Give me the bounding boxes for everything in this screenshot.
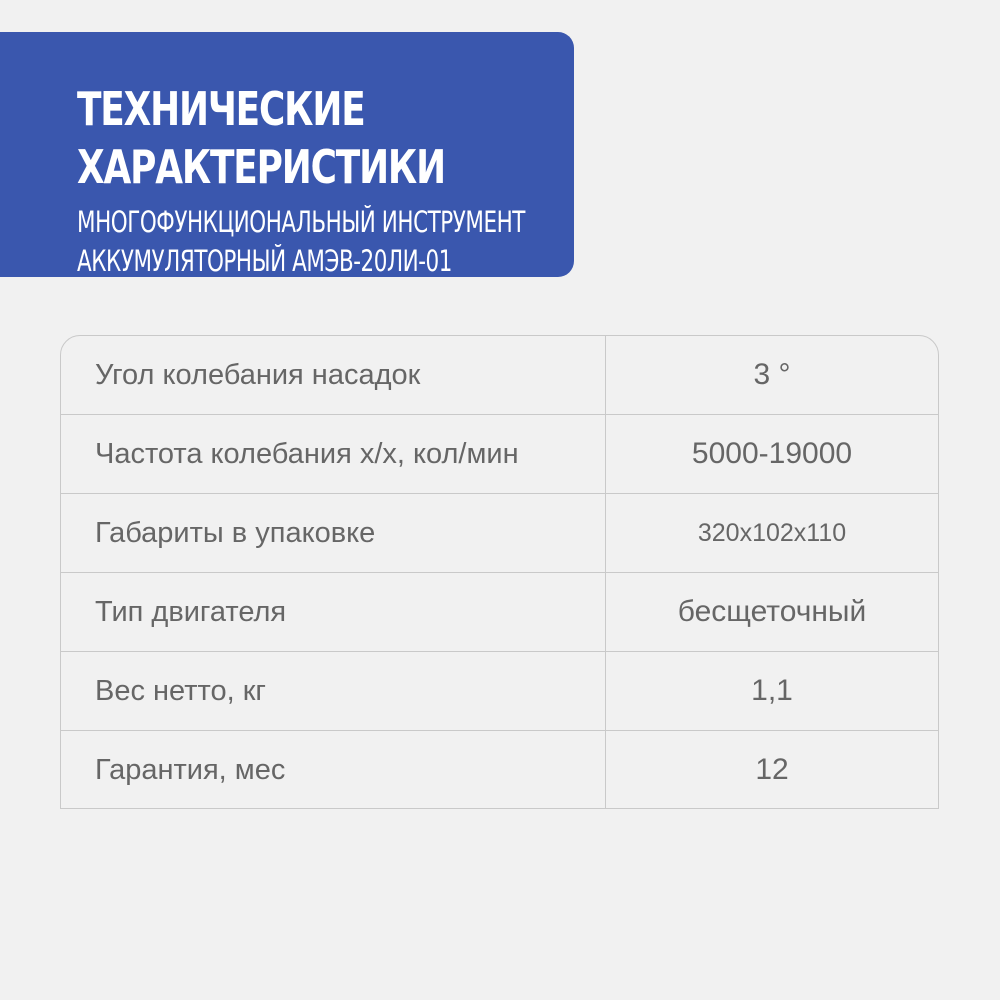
spec-value: 12 <box>755 753 789 786</box>
table-row <box>61 573 938 652</box>
subtitle-line-2: АККУМУЛЯТОРНЫЙ АМЭВ-20ЛИ-01 <box>77 244 452 278</box>
title-banner <box>0 32 574 277</box>
spec-value: бесщеточный <box>677 595 867 628</box>
spec-label: Вес нетто, кг <box>61 652 606 730</box>
spec-label: Гарантия, мес <box>61 731 606 809</box>
spec-label: Тип двигателя <box>61 573 606 651</box>
title-line-1: ТЕХНИЧЕСКИЕ <box>77 82 365 136</box>
spec-label: Угол колебания насадок <box>61 336 606 414</box>
table-row <box>61 652 938 731</box>
table-row <box>61 731 938 809</box>
subtitle-line-1: МНОГОФУНКЦИОНАЛЬНЫЙ ИНСТРУМЕНТ <box>77 205 525 239</box>
spec-value: 320x102x110 <box>697 518 847 547</box>
table-row <box>61 336 938 415</box>
spec-value: 5000-19000 <box>691 437 853 470</box>
title-line-2: ХАРАКТЕРИСТИКИ <box>77 140 445 194</box>
spec-label: Габариты в упаковке <box>61 494 606 572</box>
table-row <box>61 494 938 573</box>
spec-value: 3 ° <box>753 358 791 391</box>
spec-label: Частота колебания х/х, кол/мин <box>61 415 606 493</box>
table-row <box>61 415 938 494</box>
specs-table <box>60 335 939 809</box>
spec-value: 1,1 <box>751 674 793 707</box>
